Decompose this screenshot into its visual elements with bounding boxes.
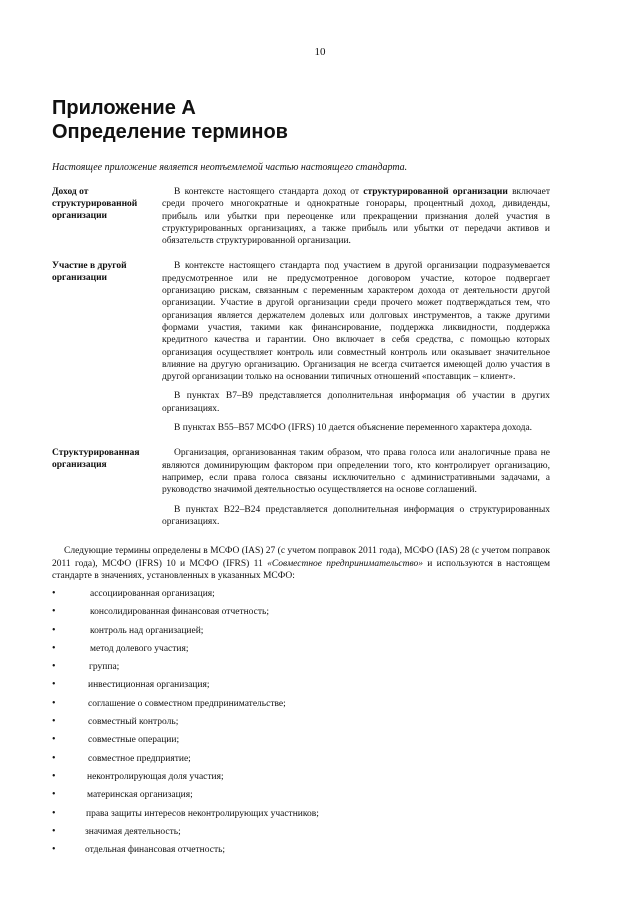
list-item-text: метод долевого участия; (90, 643, 189, 654)
appendix-title-line-2: Определение терминов (52, 121, 288, 143)
list-item (52, 661, 550, 679)
list-item (52, 643, 550, 661)
bullet-icon: • (52, 825, 56, 837)
definition-paragraph: Организация, организованная таким образом, что права голоса или аналогичные права не являются доминирующим фактором при определении того, кто контролирует организацию, например, если права голоса связаны исключительно с административными задачами, а руководство значимой деятельностью осуществляется на основе соглашений. (162, 448, 550, 496)
definition-row (52, 447, 550, 528)
list-item-text: материнская организация; (87, 790, 193, 801)
bullet-icon: • (52, 679, 56, 691)
list-item-text: значимая деятельность; (85, 826, 181, 837)
list-item (52, 606, 550, 624)
bullet-icon: • (52, 588, 56, 599)
list-item-text: неконтролирующая доля участия; (87, 771, 224, 782)
definition-description (162, 447, 550, 528)
intro-text: и используются в настоящем стандарте в значениях, установленных в указанных МСФО: (52, 558, 550, 581)
list-item (52, 771, 550, 789)
definition-term: Доход от структурированной организации (52, 187, 138, 221)
list-item (52, 753, 550, 771)
bullet-icon: • (52, 844, 56, 856)
bullet-icon: • (52, 606, 56, 618)
definition-term: Участие в другой организации (52, 261, 127, 284)
list-item (52, 588, 550, 606)
bullet-icon: • (52, 770, 56, 782)
list-item (52, 789, 550, 807)
bullet-icon: • (52, 789, 56, 801)
bullet-icon: • (52, 807, 56, 819)
definitions-table (52, 186, 550, 541)
list-item (52, 826, 550, 844)
list-item-text: консолидированная финансовая отчетность; (90, 607, 270, 618)
list-item-text: ассоциированная организация; (90, 589, 215, 599)
terms-list (52, 588, 550, 862)
definition-row (52, 186, 550, 247)
bullet-icon: • (52, 752, 56, 764)
bullet-icon: • (52, 661, 56, 673)
list-item-text: отдельная финансовая отчетность; (85, 845, 226, 856)
list-item (52, 844, 550, 862)
definition-description (162, 186, 550, 247)
definition-description (162, 260, 550, 434)
list-item (52, 698, 550, 716)
terms-intro-paragraph (52, 545, 550, 583)
list-item-text: группа; (89, 662, 120, 673)
list-item-text: права защиты интересов неконтролирующих участников; (86, 808, 319, 819)
list-item-text: совместный контроль; (88, 717, 179, 728)
bullet-icon: • (52, 642, 56, 654)
list-item-text: соглашение о совместном предпринимательстве; (88, 698, 286, 709)
list-item-text: совместные операции; (88, 735, 180, 746)
definition-paragraph: В пунктах В7–В9 представляется дополнительная информация об участии в других организациях. (162, 391, 550, 414)
list-item-text: совместное предприятие; (88, 753, 191, 764)
definition-paragraph: В пунктах В55–В57 МСФО (IFRS) 10 дается объяснение переменного характера дохода. (174, 423, 533, 434)
list-item-text: инвестиционная организация; (88, 680, 210, 691)
list-item (52, 679, 550, 697)
bullet-icon: • (52, 734, 56, 746)
intro-italic-standard-name: «Совместное предпринимательство» (267, 558, 424, 569)
list-item (52, 716, 550, 734)
bullet-icon: • (52, 716, 56, 728)
definition-row (52, 260, 550, 434)
definition-paragraph: В контексте настоящего стандарта под участием в другой организации подразумевается предусмотренное или не предусмотренное договором участие, которое подвергает организацию рискам, связанным с переменным характером дохода от деятельности другой организации. Участие в другой организации среди прочего может подтверждаться тем, что организация является держателем долевых или долговых инструментов, а также другими формами участия, такими как финансирование, поддержка ликвидности, поддержка кредитного качества и гарантии. Оно включает в себя средства, с помощью которых организация осуществляет контроль или совместный контроль или оказывает значительное влияние на другую организацию. Организация не всегда считается имеющей долю участия в другой организации только на основании типичных отношений «поставщик – клиент». (162, 261, 550, 383)
bold-term: структурированной организации (363, 187, 508, 197)
definition-paragraph (162, 186, 550, 247)
list-item (52, 734, 550, 752)
list-item-text: контроль над организацией; (90, 625, 204, 636)
appendix-note: Настоящее приложение является неотъемлемой частью настоящего стандарта. (52, 162, 408, 173)
paragraph-text: В контексте настоящего стандарта доход от (174, 187, 364, 197)
paragraph-text: включает среди прочего многократные и однократные гонорары, процентный доход, дивиденды, прибыль или убытки при переоценке или прекращении признания долей участия в структурированных организациях, а также прибыль или убытки от передачи активов и обязательств структурированной организации. (162, 187, 551, 247)
list-item (52, 625, 550, 643)
appendix-title-line-1: Приложение А (52, 97, 196, 119)
list-item (52, 808, 550, 826)
definition-paragraph: В пунктах В22–В24 представляется дополнительная информация о структурированных организациях. (162, 504, 550, 527)
intro-text: Следующие термины определены в МСФО (IAS) 27 (с учетом поправок 2011 года), МСФО (IAS) 28 (с учетом поправок 2011 года), МСФО (IFRS) 10 и МСФО (IFRS) 11 (52, 546, 550, 569)
page-number: 10 (314, 46, 326, 58)
definition-term: Структурированная организация (52, 448, 140, 471)
appendix-title (52, 96, 288, 144)
bullet-icon: • (52, 697, 56, 709)
bullet-icon: • (52, 624, 56, 636)
